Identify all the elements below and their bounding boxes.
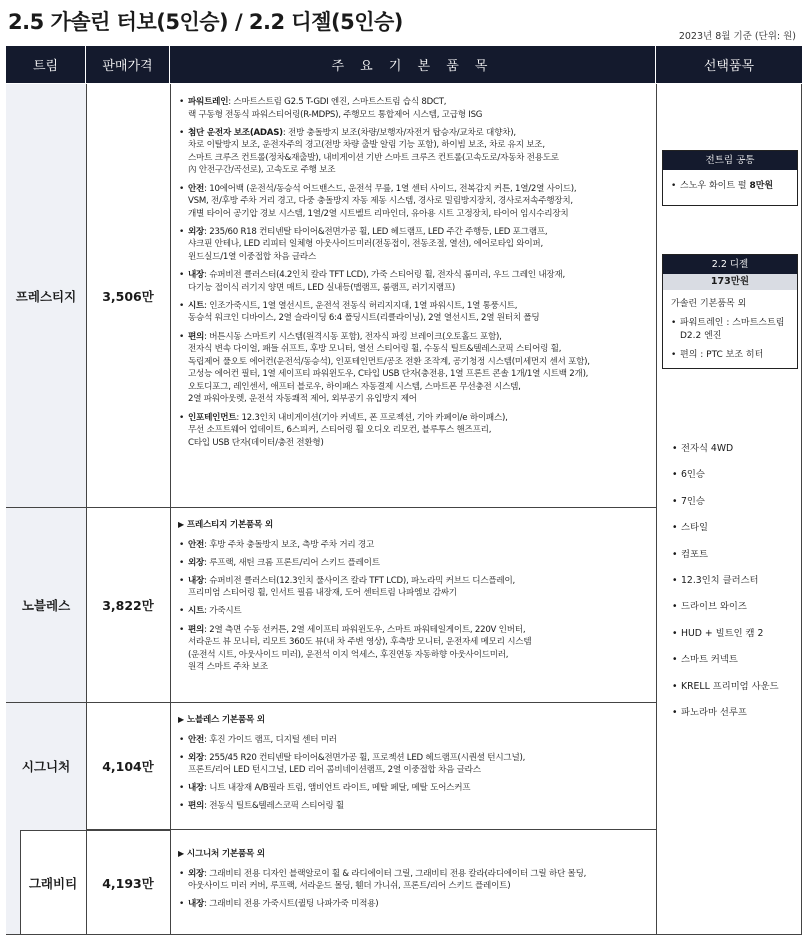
option-item: • KRELL 프리미엄 사운드 <box>672 680 798 706</box>
trim-name: 프레스티지 <box>15 288 77 304</box>
option-item: • 파노라마 선루프 <box>672 706 798 732</box>
header-features: 주 요 기 본 품 목 <box>170 46 656 83</box>
option-item: • 스마트 커넥트 <box>672 653 798 679</box>
feature-text: 샤크핀 안테나, LED 리피터 일체형 아웃사이드미러(전동접이, 전동조절, 열선), 에어로타입 와이퍼, <box>188 239 543 250</box>
feature-category: 편의 <box>188 624 205 635</box>
trim-price: 4,193만 <box>102 875 154 891</box>
feature-text: 독립제어 풀오토 에어컨(운전석/동승석), 인포테인먼트/공조 전환 조작계, 공기청정 시스템(미세먼지 센서 포함), <box>188 356 590 367</box>
feature-category: 외장 <box>188 226 205 237</box>
feature-text: : 전동식 틸트&텔레스코픽 스티어링 휠 <box>204 801 344 812</box>
feature-text: 무선 소프트웨어 업데이트, 6스피커, 스티어링 휠 오디오 리모컨, 블루투스 핸즈프리, <box>188 425 492 436</box>
feature-text: 오토디포그, 레인센서, 애프터 블로우, 하이패스 자동결제 시스템, 스마트폰 무선충전 시스템, <box>188 381 521 392</box>
feature-text: : 12.3인치 내비게이션(기아 커넥트, 폰 프로젝션, 기아 카페이/e 하이패스), <box>236 412 508 423</box>
feature-text: 2열 파워아웃렛, 운전석 자동쾌적 제어, 외부공기 유입방지 제어 <box>188 394 417 405</box>
feature-item <box>178 575 652 600</box>
feature-text: 다기능 접이식 러기지 양면 매트, LED 실내등(맵램프, 룸램프, 러기지램프) <box>188 282 455 293</box>
feature-item <box>178 752 652 777</box>
feature-category: 파워트레인 <box>188 97 229 107</box>
diesel-option-item: • 파워트레인 : 스마트스트림 D2.2 엔진 <box>671 317 791 343</box>
trim-price: 3,506만 <box>102 288 154 304</box>
feature-item <box>178 624 652 674</box>
feature-text: : 255/45 R20 컨티넨탈 타이어&전면가공 휠, 프로젝션 LED 헤드램프(시퀀셜 턴시그널), <box>204 752 526 763</box>
common-option-item: • 스노우 화이트 펄 8만원 <box>671 180 791 193</box>
trim-price: 4,104만 <box>102 759 154 774</box>
feature-item <box>178 226 652 264</box>
feature-text: 고성능 에어컨 필터, 1열 세이프티 파워윈도우, C타입 USB 단자(충전용, 1열 프론트 콘솔 1개/1열 시트백 2개), <box>188 369 589 380</box>
date-note: 2023년 8월 기준 (단위: 원) <box>678 31 796 42</box>
features-noblesse <box>178 519 652 679</box>
base-note: ▶ 시그니처 기본품목 외 <box>178 849 265 859</box>
header-trim: 트림 <box>6 46 86 83</box>
diesel-option-title: 2.2 디젤 <box>663 255 797 274</box>
trim-name: 노블레스 <box>21 598 71 613</box>
header-price: 판매가격 <box>86 46 170 83</box>
feature-category: 인포테인먼트 <box>188 412 237 423</box>
feature-text: : 10에어백 (운전석/동승석 어드밴스드, 운전석 무릎, 1열 센터 사이드, 전복감지 커튼, 1열/2열 사이드), <box>204 183 577 194</box>
option-item: • 스타일 <box>672 521 798 547</box>
feature-category: 안전 <box>188 183 205 194</box>
feature-text: 프리미엄 스티어링 휠, 인서트 필름 내장재, 도어 센터트림 나파엠보 감싸기 <box>188 588 457 599</box>
trim-name: 그래비티 <box>28 875 78 891</box>
features-gravity <box>178 848 652 916</box>
feature-text: : 가죽시트 <box>204 606 242 617</box>
feature-text: : 2열 측면 수동 선커튼, 2열 세이프티 파워윈도우, 스마트 파워테일게이트, 220V 인버터, <box>204 624 526 635</box>
features-signature <box>178 714 652 819</box>
feature-category: 편의 <box>188 331 205 342</box>
feature-text: 서라운드 뷰 모니터, 리모트 360도 뷰(내 차 주변 영상), 후측방 모니터, 운전자세 메모리 시스템 <box>188 637 532 648</box>
feature-item <box>178 183 652 221</box>
feature-item <box>178 300 652 325</box>
feature-item <box>178 868 652 893</box>
feature-item <box>178 605 652 618</box>
diesel-option-box <box>662 254 798 369</box>
option-item: • 7인승 <box>672 495 798 521</box>
feature-category: 내장 <box>188 899 205 910</box>
trim-price: 3,822만 <box>102 598 154 613</box>
feature-text: : 인조가죽시트, 1열 열선시트, 운전석 전동식 허리지지대, 1열 파워시트, 1열 통풍시트, <box>204 300 518 311</box>
feature-category: 외장 <box>188 868 205 879</box>
feature-text: : 슈퍼비전 클러스터(4.2인치 칼라 TFT LCD), 가죽 스티어링 휠, 전자식 룸미러, 우드 그레인 내장재, <box>204 270 565 281</box>
diesel-option-price: 173만원 <box>663 274 797 290</box>
feature-text: 프론트/리어 LED 턴시그널, LED 리어 콤비네이션램프, 2열 이중접합 차음 글라스 <box>188 765 481 776</box>
feature-text: : 후방 주차 충돌방지 보조, 측방 주차 거리 경고 <box>204 539 375 550</box>
diesel-option-intro: 가솔린 기본품목 외 <box>671 299 747 309</box>
trim-name: 시그니처 <box>21 759 71 774</box>
option-item: • 전자식 4WD <box>672 442 798 468</box>
grid-line <box>801 84 802 935</box>
feature-text: 윈드실드/1열 이중접합 차음 글라스 <box>188 252 317 263</box>
feature-text: VSM, 전/후방 주차 거리 경고, 다중 충돌방지 자동 제동 시스템, 경사로 밀림방지장치, 경사로저속주행장치, <box>188 196 573 207</box>
feature-item <box>178 557 652 570</box>
feature-text: 차로 이탈방지 보조, 운전자주의 경고(전방 차량 출발 알림 기능 포함), 하이빔 보조, 차로 유지 보조, <box>188 140 545 151</box>
diesel-option-item: • 편의 : PTC 보조 히터 <box>671 349 791 362</box>
page-title: 2.5 가솔린 터보(5인승) / 2.2 디젤(5인승) <box>8 10 403 34</box>
feature-text: : 그래비티 전용 디자인 블랙알로이 휠 & 라디에이터 그릴, 그래비티 전용 칼라(라디에이터 그릴 하단 몰딩, <box>204 868 587 879</box>
feature-item <box>178 734 652 747</box>
feature-item <box>178 539 652 552</box>
feature-text: 개별 타이어 공기압 경보 시스템, 1열/2열 시트벨트 리마인더, 유아용 시트 고정장치, 타이어 임시수리장치 <box>188 208 569 219</box>
feature-text: : 235/60 R18 컨티넨탈 타이어&전면가공 휠, LED 헤드램프, LED 주간 주행등, LED 포그램프, <box>204 226 548 237</box>
feature-text: : 전방 충돌방지 보조(차량/보행자/자전거 탑승자/교차로 대향차), <box>282 127 516 138</box>
feature-item <box>178 96 652 121</box>
feature-category: 내장 <box>188 575 205 586</box>
grid-line <box>170 84 171 935</box>
option-item: • HUD + 빌트인 캠 2 <box>672 627 798 653</box>
feature-text: : 루프랙, 새틴 크롬 프론트/리어 스키드 플레이트 <box>204 557 380 568</box>
triangle-icon: ▶ <box>178 715 184 724</box>
common-option-title: 전트림 공통 <box>663 151 797 170</box>
feature-text: 아웃사이드 미러 커버, 루프랙, 서라운드 몰딩, 휀더 가니쉬, 프론트/리어 스키드 플레이트) <box>188 881 511 892</box>
feature-item <box>178 412 652 450</box>
option-item: • 6인승 <box>672 468 798 494</box>
option-list <box>672 442 798 732</box>
feature-text: : 그래비티 전용 가죽시트(퀼팅 나파가죽 미적용) <box>204 899 379 910</box>
option-item: • 드라이브 와이즈 <box>672 600 798 626</box>
feature-text: 원격 스마트 주차 보조 <box>188 662 268 673</box>
feature-category: 첨단 운전자 보조(ADAS) <box>188 127 283 138</box>
grid-line <box>656 84 657 935</box>
feature-item <box>178 782 652 795</box>
triangle-icon: ▶ <box>178 520 184 529</box>
feature-text: (운전석 시트, 아웃사이드 미러), 운전석 이지 억세스, 후진연동 자동하향 아웃사이드미러, <box>188 649 509 660</box>
feature-category: 시트 <box>188 300 205 311</box>
triangle-icon: ▶ <box>178 849 184 858</box>
feature-text: 동승석 워크인 디바이스, 2열 슬라이딩 6:4 폴딩시트(리클라이닝), 2열 열선시트, 2열 원터치 폴딩 <box>188 313 540 324</box>
feature-text: 랙 구동형 전동식 파워스티어링(R-MDPS), 주행모드 통합제어 시스템, 고급형 ISG <box>188 109 483 120</box>
common-option-box <box>662 150 798 206</box>
feature-text: : 후진 가이드 램프, 디지털 센터 미러 <box>204 734 337 745</box>
option-item: • 컴포트 <box>672 548 798 574</box>
feature-category: 내장 <box>188 270 205 281</box>
feature-category: 외장 <box>188 752 205 763</box>
feature-item <box>178 800 652 813</box>
feature-text: : 버튼시동 스마트키 시스템(원격시동 포함), 전자식 파킹 브레이크(오토홀드 포함), <box>204 331 502 342</box>
base-note: ▶ 프레스티지 기본품목 외 <box>178 520 273 530</box>
feature-text: : 니트 내장재 A/B필라 트림, 앰비언트 라이트, 메탈 페달, 메탈 도어스커프 <box>204 783 471 794</box>
feature-category: 안전 <box>188 539 205 550</box>
feature-category: 외장 <box>188 557 205 568</box>
feature-text: : 스마트스트림 G2.5 T-GDI 엔진, 스마트스트림 습식 8DCT, <box>228 97 447 107</box>
feature-item <box>178 331 652 407</box>
feature-text: 內 안전구간/곡선로), 고속도로 주행 보조 <box>188 165 336 176</box>
header-options: 선택품목 <box>656 46 802 83</box>
feature-text: 스마트 크루즈 컨트롤(정차&재출발), 내비게이션 기반 스마트 크루즈 컨트롤(고속도로/자동차 전용도로 <box>188 152 559 163</box>
feature-category: 안전 <box>188 734 205 745</box>
feature-item <box>178 127 652 177</box>
feature-item <box>178 269 652 294</box>
feature-item <box>178 898 652 911</box>
feature-text: : 슈퍼비전 클러스터(12.3인치 풀사이즈 칼라 TFT LCD), 파노라믹 커브드 디스플레이, <box>204 575 516 586</box>
feature-category: 편의 <box>188 801 205 812</box>
feature-category: 내장 <box>188 783 205 794</box>
base-note: ▶ 노블레스 기본품목 외 <box>178 715 265 725</box>
feature-text: C타입 USB 단자(데이터/충전 전환형) <box>188 437 324 448</box>
option-item: • 12.3인치 클러스터 <box>672 574 798 600</box>
row-divider <box>86 829 656 830</box>
features-prestige <box>178 96 652 455</box>
feature-category: 시트 <box>188 606 205 617</box>
feature-text: 전자식 변속 다이얼, 패들 쉬프트, 후방 모니터, 열선 스티어링 휠, 수동식 틸트&텔레스코픽 스티어링 휠, <box>188 344 562 355</box>
